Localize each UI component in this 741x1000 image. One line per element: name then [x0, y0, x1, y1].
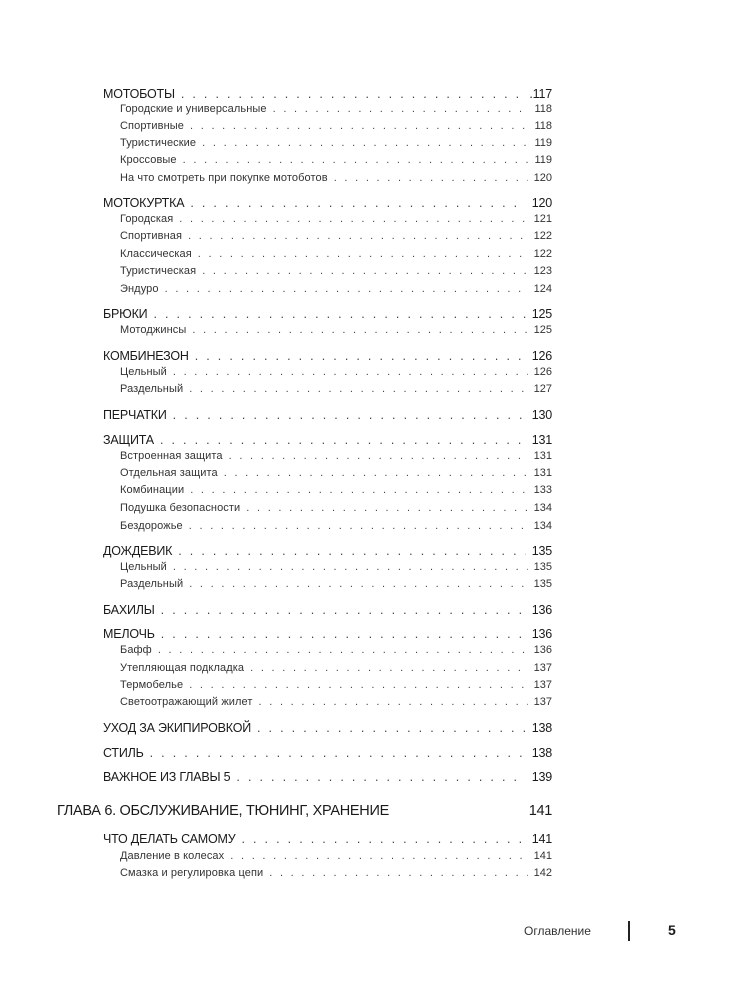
toc-entry-page: 125 — [533, 324, 552, 336]
toc-entry-title: Бафф — [120, 644, 152, 656]
dot-leader — [178, 545, 525, 558]
toc-section — [103, 308, 552, 321]
toc-entry-title: Давление в колесах — [120, 850, 225, 862]
dot-leader — [202, 266, 527, 277]
toc-entry-page: 138 — [531, 746, 552, 760]
toc-subsection — [120, 214, 552, 225]
toc-entry-page: 131 — [533, 450, 552, 462]
dot-leader — [183, 155, 529, 166]
toc-entry-page: 124 — [533, 283, 552, 295]
toc-entry-title: ПЕРЧАТКИ — [103, 408, 167, 422]
toc-entry-page: 120 — [531, 196, 552, 210]
toc-entry-title: Туристические — [120, 137, 197, 149]
toc-subsection — [120, 231, 552, 242]
toc-entry-title: Комбинации — [120, 484, 185, 496]
toc-entry-page: 136 — [531, 603, 552, 617]
toc-section — [103, 350, 552, 363]
dot-leader — [246, 503, 527, 514]
toc-subsection — [120, 104, 552, 115]
toc-entry-title: СТИЛЬ — [103, 746, 144, 760]
toc-entry-page: 120 — [533, 172, 552, 184]
toc-section — [103, 604, 552, 617]
dot-leader — [189, 579, 527, 590]
toc-entry-page: 141 — [531, 832, 552, 846]
dot-leader — [190, 121, 528, 132]
dot-leader — [241, 833, 525, 846]
toc-entry-page: 137 — [533, 696, 552, 708]
toc-entry-page: 122 — [533, 230, 552, 242]
dot-leader — [189, 521, 528, 532]
toc-entry-page: 138 — [531, 721, 552, 735]
toc-entry-title: Смазка и регулировка цепи — [120, 867, 264, 879]
dot-leader — [188, 231, 528, 242]
toc-section — [103, 434, 552, 447]
toc-entry-title: ЧТО ДЕЛАТЬ САМОМУ — [103, 832, 236, 846]
dot-leader — [179, 214, 527, 225]
toc-subsection — [120, 155, 552, 166]
toc-entry-page: 136 — [533, 644, 552, 656]
dot-leader — [173, 367, 528, 378]
toc-entry-title: Цельный — [120, 561, 167, 573]
dot-leader — [229, 451, 528, 462]
toc-entry-page: 134 — [533, 520, 552, 532]
toc-entry-page: 134 — [533, 502, 552, 514]
toc-subsection — [120, 325, 552, 336]
toc-entry-title: Термобелье — [120, 679, 184, 691]
dot-leader — [153, 308, 525, 321]
toc-entry-page: 126 — [531, 349, 552, 363]
toc-entry-page: 127 — [533, 383, 552, 395]
dot-leader — [250, 663, 528, 674]
toc-entry-page: 137 — [533, 679, 552, 691]
toc-subsection — [120, 451, 552, 462]
dot-leader — [161, 604, 526, 617]
toc-section — [103, 197, 552, 210]
toc-entry-title: Утепляющая подкладка — [120, 662, 245, 674]
toc-subsection — [120, 284, 552, 295]
dot-leader — [259, 697, 528, 708]
toc-entry-title: Раздельный — [120, 578, 184, 590]
toc-entry-title: Раздельный — [120, 383, 184, 395]
toc-entry-page: 136 — [531, 627, 552, 641]
toc-section — [103, 88, 552, 101]
dot-leader — [224, 468, 528, 479]
toc-entry-page: 119 — [534, 154, 552, 166]
toc-subsection — [120, 868, 552, 879]
toc-entry-title: ГЛАВА 6. ОБСЛУЖИВАНИЕ, ТЮНИНГ, ХРАНЕНИЕ — [57, 803, 389, 819]
toc-section — [103, 722, 552, 735]
toc-section — [103, 833, 552, 846]
dot-leader — [269, 868, 527, 879]
toc-entry-title: БАХИЛЫ — [103, 603, 155, 617]
toc-entry-title: ДОЖДЕВИК — [103, 544, 173, 558]
toc-subsection — [120, 503, 552, 514]
toc-entry-page: 137 — [533, 662, 552, 674]
toc-entry-page: 121 — [533, 213, 552, 225]
dot-leader — [273, 104, 529, 115]
toc-subsection — [120, 266, 552, 277]
toc-entry-page: 135 — [533, 561, 552, 573]
dot-leader — [150, 747, 526, 760]
dot-leader — [230, 851, 527, 862]
dot-leader — [190, 485, 527, 496]
toc-subsection — [120, 663, 552, 674]
toc-subsection — [120, 521, 552, 532]
footer-section-label: Оглавление — [524, 924, 591, 938]
dot-leader — [198, 249, 528, 260]
dot-leader — [334, 173, 528, 184]
toc-entry-title: МОТОБОТЫ — [103, 87, 175, 101]
toc-subsection — [120, 384, 552, 395]
toc-entry-page: 133 — [533, 484, 552, 496]
toc-section — [103, 409, 552, 422]
toc-section — [103, 545, 552, 558]
dot-leader — [190, 197, 525, 210]
toc-entry-page: 131 — [531, 433, 552, 447]
dot-leader — [236, 771, 525, 784]
dot-leader — [161, 628, 526, 641]
toc-entry-page: 125 — [531, 307, 552, 321]
toc-entry-title: На что смотреть при покупке мотоботов — [120, 172, 328, 184]
toc-entry-page: 118 — [534, 120, 552, 132]
toc-entry-title: Кроссовые — [120, 154, 177, 166]
toc-entry-page: 139 — [531, 770, 552, 784]
toc-entry-title: Встроенная защита — [120, 450, 223, 462]
dot-leader — [181, 88, 524, 101]
toc-subsection — [120, 851, 552, 862]
toc-subsection — [120, 367, 552, 378]
toc-entry-title: МЕЛОЧЬ — [103, 627, 155, 641]
toc-entry-page: .117 — [529, 87, 552, 101]
dot-leader — [160, 434, 526, 447]
toc-entry-title: БРЮКИ — [103, 307, 148, 321]
toc-section — [103, 771, 552, 784]
dot-leader — [173, 409, 526, 422]
toc-entry-title: Эндуро — [120, 283, 159, 295]
toc-subsection — [120, 579, 552, 590]
toc-section — [103, 628, 552, 641]
toc-entry-page: 118 — [534, 103, 552, 115]
toc-entry-page: 122 — [533, 248, 552, 260]
toc-entry-page: 141 — [533, 850, 552, 862]
toc-subsection — [120, 138, 552, 149]
footer-page-number: 5 — [668, 922, 676, 938]
toc-entry-title: Классическая — [120, 248, 192, 260]
toc-entry-title: МОТОКУРТКА — [103, 196, 185, 210]
toc-entry-title: ЗАЩИТА — [103, 433, 154, 447]
toc-entry-page: 131 — [533, 467, 552, 479]
toc-entry-title: Отдельная защита — [120, 467, 218, 479]
toc-entry-page: 135 — [533, 578, 552, 590]
toc-entry-title: Городские и универсальные — [120, 103, 267, 115]
toc-entry-title: Городская — [120, 213, 174, 225]
dot-leader — [165, 284, 528, 295]
toc-entry-title: КОМБИНЕЗОН — [103, 349, 189, 363]
toc-entry-page: 141 — [528, 803, 552, 819]
toc-entry-page: 119 — [534, 137, 552, 149]
toc-entry-title: Цельный — [120, 366, 167, 378]
dot-leader — [192, 325, 527, 336]
toc-entry-page: 142 — [533, 867, 552, 879]
toc-entry-title: ВАЖНОЕ ИЗ ГЛАВЫ 5 — [103, 770, 231, 784]
toc-subsection — [120, 645, 552, 656]
toc-subsection — [120, 485, 552, 496]
toc-entry-title: УХОД ЗА ЭКИПИРОВКОЙ — [103, 721, 252, 735]
toc-entry-title: Спортивные — [120, 120, 185, 132]
toc-subsection — [120, 562, 552, 573]
toc-subsection — [120, 249, 552, 260]
toc-subsection — [120, 173, 552, 184]
dot-leader — [158, 645, 528, 656]
toc-entry-page: 135 — [531, 544, 552, 558]
toc-section — [103, 747, 552, 760]
toc-subsection — [120, 121, 552, 132]
footer-divider — [628, 921, 630, 941]
toc-entry-title: Мотоджинсы — [120, 324, 187, 336]
toc-chapter — [57, 804, 552, 819]
dot-leader — [202, 138, 528, 149]
toc-entry-title: Туристическая — [120, 265, 197, 277]
toc-entry-page: 126 — [533, 366, 552, 378]
dot-leader — [173, 562, 528, 573]
dot-leader — [195, 350, 526, 363]
toc-subsection — [120, 697, 552, 708]
toc-entry-page: 130 — [531, 408, 552, 422]
dot-leader — [189, 384, 527, 395]
toc-entry-page: 123 — [533, 265, 552, 277]
toc-subsection — [120, 468, 552, 479]
toc-entry-title: Светоотражающий жилет — [120, 696, 253, 708]
toc-entry-title: Спортивная — [120, 230, 183, 242]
dot-leader — [257, 722, 526, 735]
toc-entry-title: Бездорожье — [120, 520, 183, 532]
toc-entry-title: Подушка безопасности — [120, 502, 241, 514]
dot-leader — [189, 680, 527, 691]
toc-subsection — [120, 680, 552, 691]
